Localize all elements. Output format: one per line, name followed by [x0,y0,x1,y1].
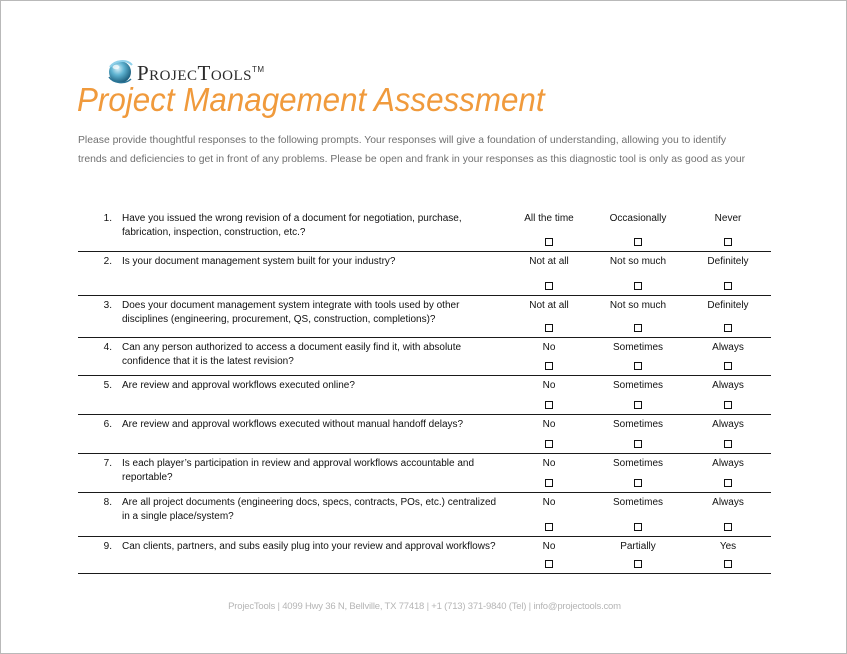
option-label: No [542,380,556,391]
question-text: Is each player’s participation in review and approval workflows accountable and reportable? [122,458,475,483]
question-row [78,415,771,454]
question-text: Are review and approval workflows executed online? [122,380,355,391]
answer-checkbox[interactable] [634,479,642,487]
answer-checkbox[interactable] [545,479,553,487]
assessment-table [78,209,771,574]
intro-line: trends and deficiencies to get in front of any problems. Please be open and frank in your responses as this diagnostic tool is only as good as your [78,154,746,165]
intro-paragraph [78,131,778,169]
answer-checkbox[interactable] [634,401,642,409]
question-number: 5. [103,380,112,391]
option-label: Always [712,458,744,469]
question-row [78,296,771,338]
question-number: 7. [103,458,112,469]
question-number: 6. [103,419,112,430]
answer-checkbox[interactable] [545,560,553,568]
option-label: No [542,458,556,469]
question-text: Are all project documents (engineering docs, specs, contracts, POs, etc.) centralized in a single place/system? [122,497,497,522]
question-text: Can clients, partners, and subs easily plug into your review and approval workflows? [122,541,496,552]
answer-checkbox[interactable] [724,362,732,370]
option-label: Sometimes [612,342,663,353]
question-number: 3. [103,300,112,311]
option-label: Always [712,380,744,391]
answer-checkbox[interactable] [724,324,732,332]
answer-checkbox[interactable] [724,523,732,531]
question-number: 8. [103,497,112,508]
question-number: 2. [103,256,112,267]
answer-checkbox[interactable] [545,440,553,448]
option-label: Not at all [529,256,569,267]
option-label: No [542,541,556,552]
question-text: Are review and approval workflows executed without manual handoff delays? [122,419,464,430]
answer-checkbox[interactable] [545,401,553,409]
question-text: Have you issued the wrong revision of a document for negotiation, purchase, fabrication, inspection, construction, etc.? [122,213,462,238]
answer-checkbox[interactable] [634,238,642,246]
answer-checkbox[interactable] [634,560,642,568]
option-label: Always [712,419,744,430]
question-text: Does your document management system integrate with tools used by other disciplines (engineering, procurement, QS, construction, completions)? [122,300,460,325]
answer-checkbox[interactable] [724,440,732,448]
answer-checkbox[interactable] [724,282,732,290]
question-number: 1. [103,213,112,224]
option-label: Definitely [707,300,749,311]
answer-checkbox[interactable] [634,440,642,448]
answer-checkbox[interactable] [724,401,732,409]
option-label: Sometimes [612,419,663,430]
answer-checkbox[interactable] [545,324,553,332]
answer-checkbox[interactable] [724,479,732,487]
option-label: Always [712,342,744,353]
option-label: Sometimes [612,497,663,508]
question-number: 9. [103,541,112,552]
question-number: 4. [103,342,112,353]
option-label: No [542,419,556,430]
answer-checkbox[interactable] [634,523,642,531]
option-label: All the time [524,213,574,224]
answer-checkbox[interactable] [545,523,553,531]
option-label: Not so much [609,300,667,311]
answer-checkbox[interactable] [545,238,553,246]
answer-checkbox[interactable] [545,362,553,370]
question-row [78,454,771,493]
answer-checkbox[interactable] [724,560,732,568]
answer-checkbox[interactable] [634,362,642,370]
answer-checkbox[interactable] [634,282,642,290]
option-label: Not at all [529,300,569,311]
answer-checkbox[interactable] [724,238,732,246]
question-text: Is your document management system built for your industry? [122,256,396,267]
answer-checkbox[interactable] [545,282,553,290]
option-label: Never [714,213,742,224]
option-label: Yes [719,541,737,552]
option-label: Partially [620,541,656,552]
option-label: Sometimes [612,458,663,469]
option-label: No [542,497,556,508]
question-text: Can any person authorized to access a document easily find it, with absolute confidence that it is the latest revision? [122,342,462,367]
answer-checkbox[interactable] [634,324,642,332]
option-label: No [542,342,556,353]
option-label: Sometimes [612,380,663,391]
option-label: Definitely [707,256,749,267]
logo-wordmark: ProjecTools™ [137,60,265,85]
trademark-symbol: TM [252,64,265,74]
option-label: Always [712,497,744,508]
question-row [78,338,771,376]
footer-contact: ProjecTools | 4099 Hwy 36 N, Bellville, TX 77418 | +1 (713) 371-9840 (Tel) | info@projectools.com [228,601,621,612]
question-row [78,537,771,574]
option-label: Not so much [609,256,667,267]
question-row [78,493,771,537]
option-label: Occasionally [609,213,667,224]
question-row [78,209,771,252]
question-row [78,376,771,415]
intro-line: Please provide thoughtful responses to the following prompts. Your responses will give a foundation of understanding, allowing you to identify [78,135,727,146]
page-title: Project Management Assessment [77,81,545,118]
question-row [78,252,771,296]
